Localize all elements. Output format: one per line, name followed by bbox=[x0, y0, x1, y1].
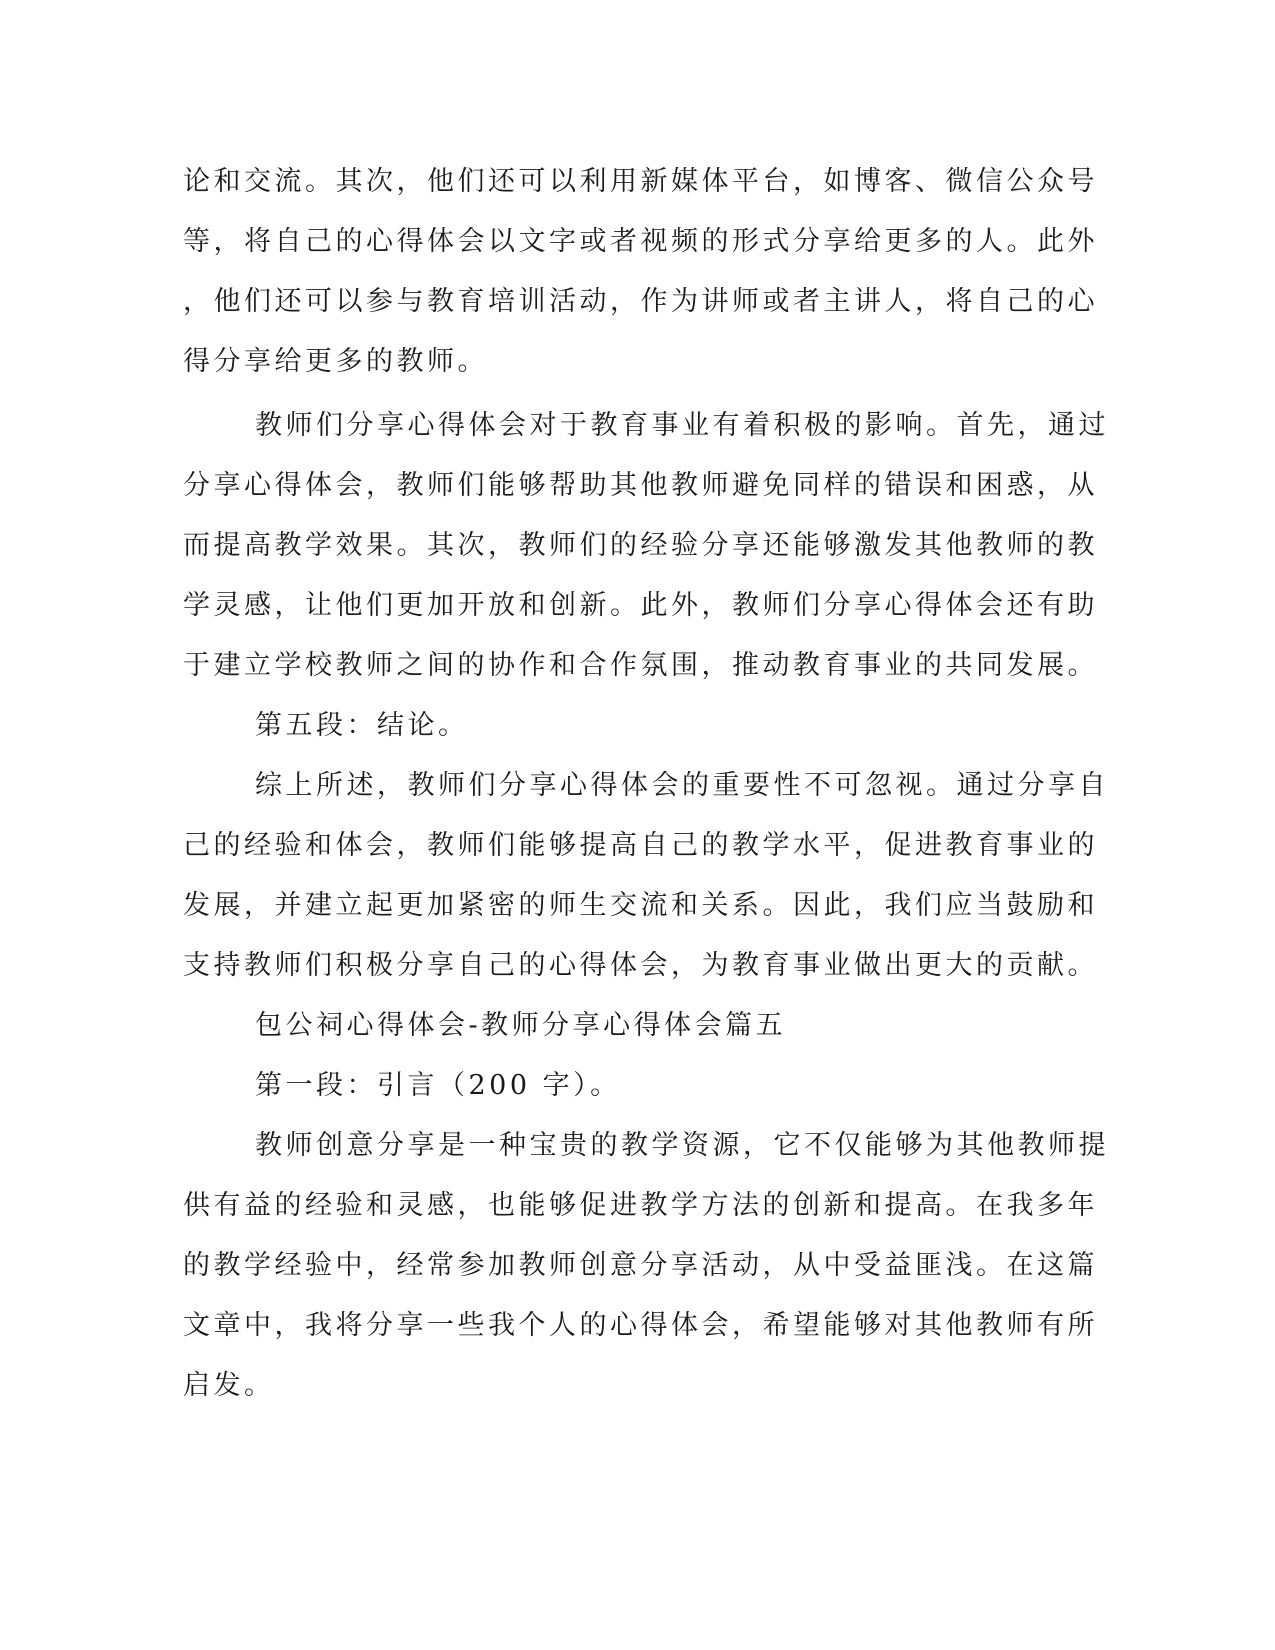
text-line: 己的经验和体会，教师们能够提高自己的教学水平，促进教育事业的 bbox=[183, 830, 1098, 861]
text-line: 的教学经验中，经常参加教师创意分享活动，从中受益匪浅。在这篇 bbox=[183, 1250, 1098, 1281]
text-line: 第一段：引言（200 字）。 bbox=[255, 1070, 621, 1101]
section-heading-conclusion bbox=[183, 696, 1043, 756]
text-line: ，他们还可以参与教育培训活动，作为讲师或者主讲人，将自己的心 bbox=[183, 286, 1098, 317]
text-line: 教师们分享心得体会对于教育事业有着积极的影响。首先，通过 bbox=[255, 410, 1109, 441]
text-line: 第五段：结论。 bbox=[255, 710, 469, 741]
text-line: 教师创意分享是一种宝贵的教学资源，它不仅能够为其他教师提 bbox=[255, 1130, 1109, 1161]
text-line: 发展，并建立起更加紧密的师生交流和关系。因此，我们应当鼓励和 bbox=[183, 890, 1098, 921]
document-body bbox=[183, 152, 1109, 1416]
text-line: 学灵感，让他们更加开放和创新。此外，教师们分享心得体会还有助 bbox=[183, 590, 1098, 621]
text-line: 供有益的经验和灵感，也能够促进教学方法的创新和提高。在我多年 bbox=[183, 1190, 1098, 1221]
text-line: 文章中，我将分享一些我个人的心得体会，希望能够对其他教师有所 bbox=[183, 1310, 1098, 1341]
text-line: 得分享给更多的教师。 bbox=[183, 346, 488, 377]
paragraph-intro bbox=[183, 1116, 1109, 1416]
paragraph-conclusion bbox=[183, 756, 1109, 996]
text-line: 等，将自己的心得体会以文字或者视频的形式分享给更多的人。此外 bbox=[183, 226, 1098, 257]
paragraph-impact bbox=[183, 396, 1109, 696]
text-line: 论和交流。其次，他们还可以利用新媒体平台，如博客、微信公众号 bbox=[183, 166, 1098, 197]
section-heading-intro bbox=[183, 1056, 1043, 1116]
paragraph-continuation bbox=[183, 152, 1098, 392]
text-line: 支持教师们积极分享自己的心得体会，为教育事业做出更大的贡献。 bbox=[183, 950, 1098, 981]
text-line: 于建立学校教师之间的协作和合作氛围，推动教育事业的共同发展。 bbox=[183, 650, 1098, 681]
text-line: 包公祠心得体会-教师分享心得体会篇五 bbox=[255, 1010, 787, 1041]
text-line: 分享心得体会，教师们能够帮助其他教师避免同样的错误和困惑，从 bbox=[183, 470, 1098, 501]
text-line: 综上所述，教师们分享心得体会的重要性不可忽视。通过分享自 bbox=[255, 770, 1109, 801]
text-line: 而提高教学效果。其次，教师们的经验分享还能够激发其他教师的教 bbox=[183, 530, 1098, 561]
article-title bbox=[183, 996, 1043, 1056]
text-line: 启发。 bbox=[183, 1370, 275, 1401]
